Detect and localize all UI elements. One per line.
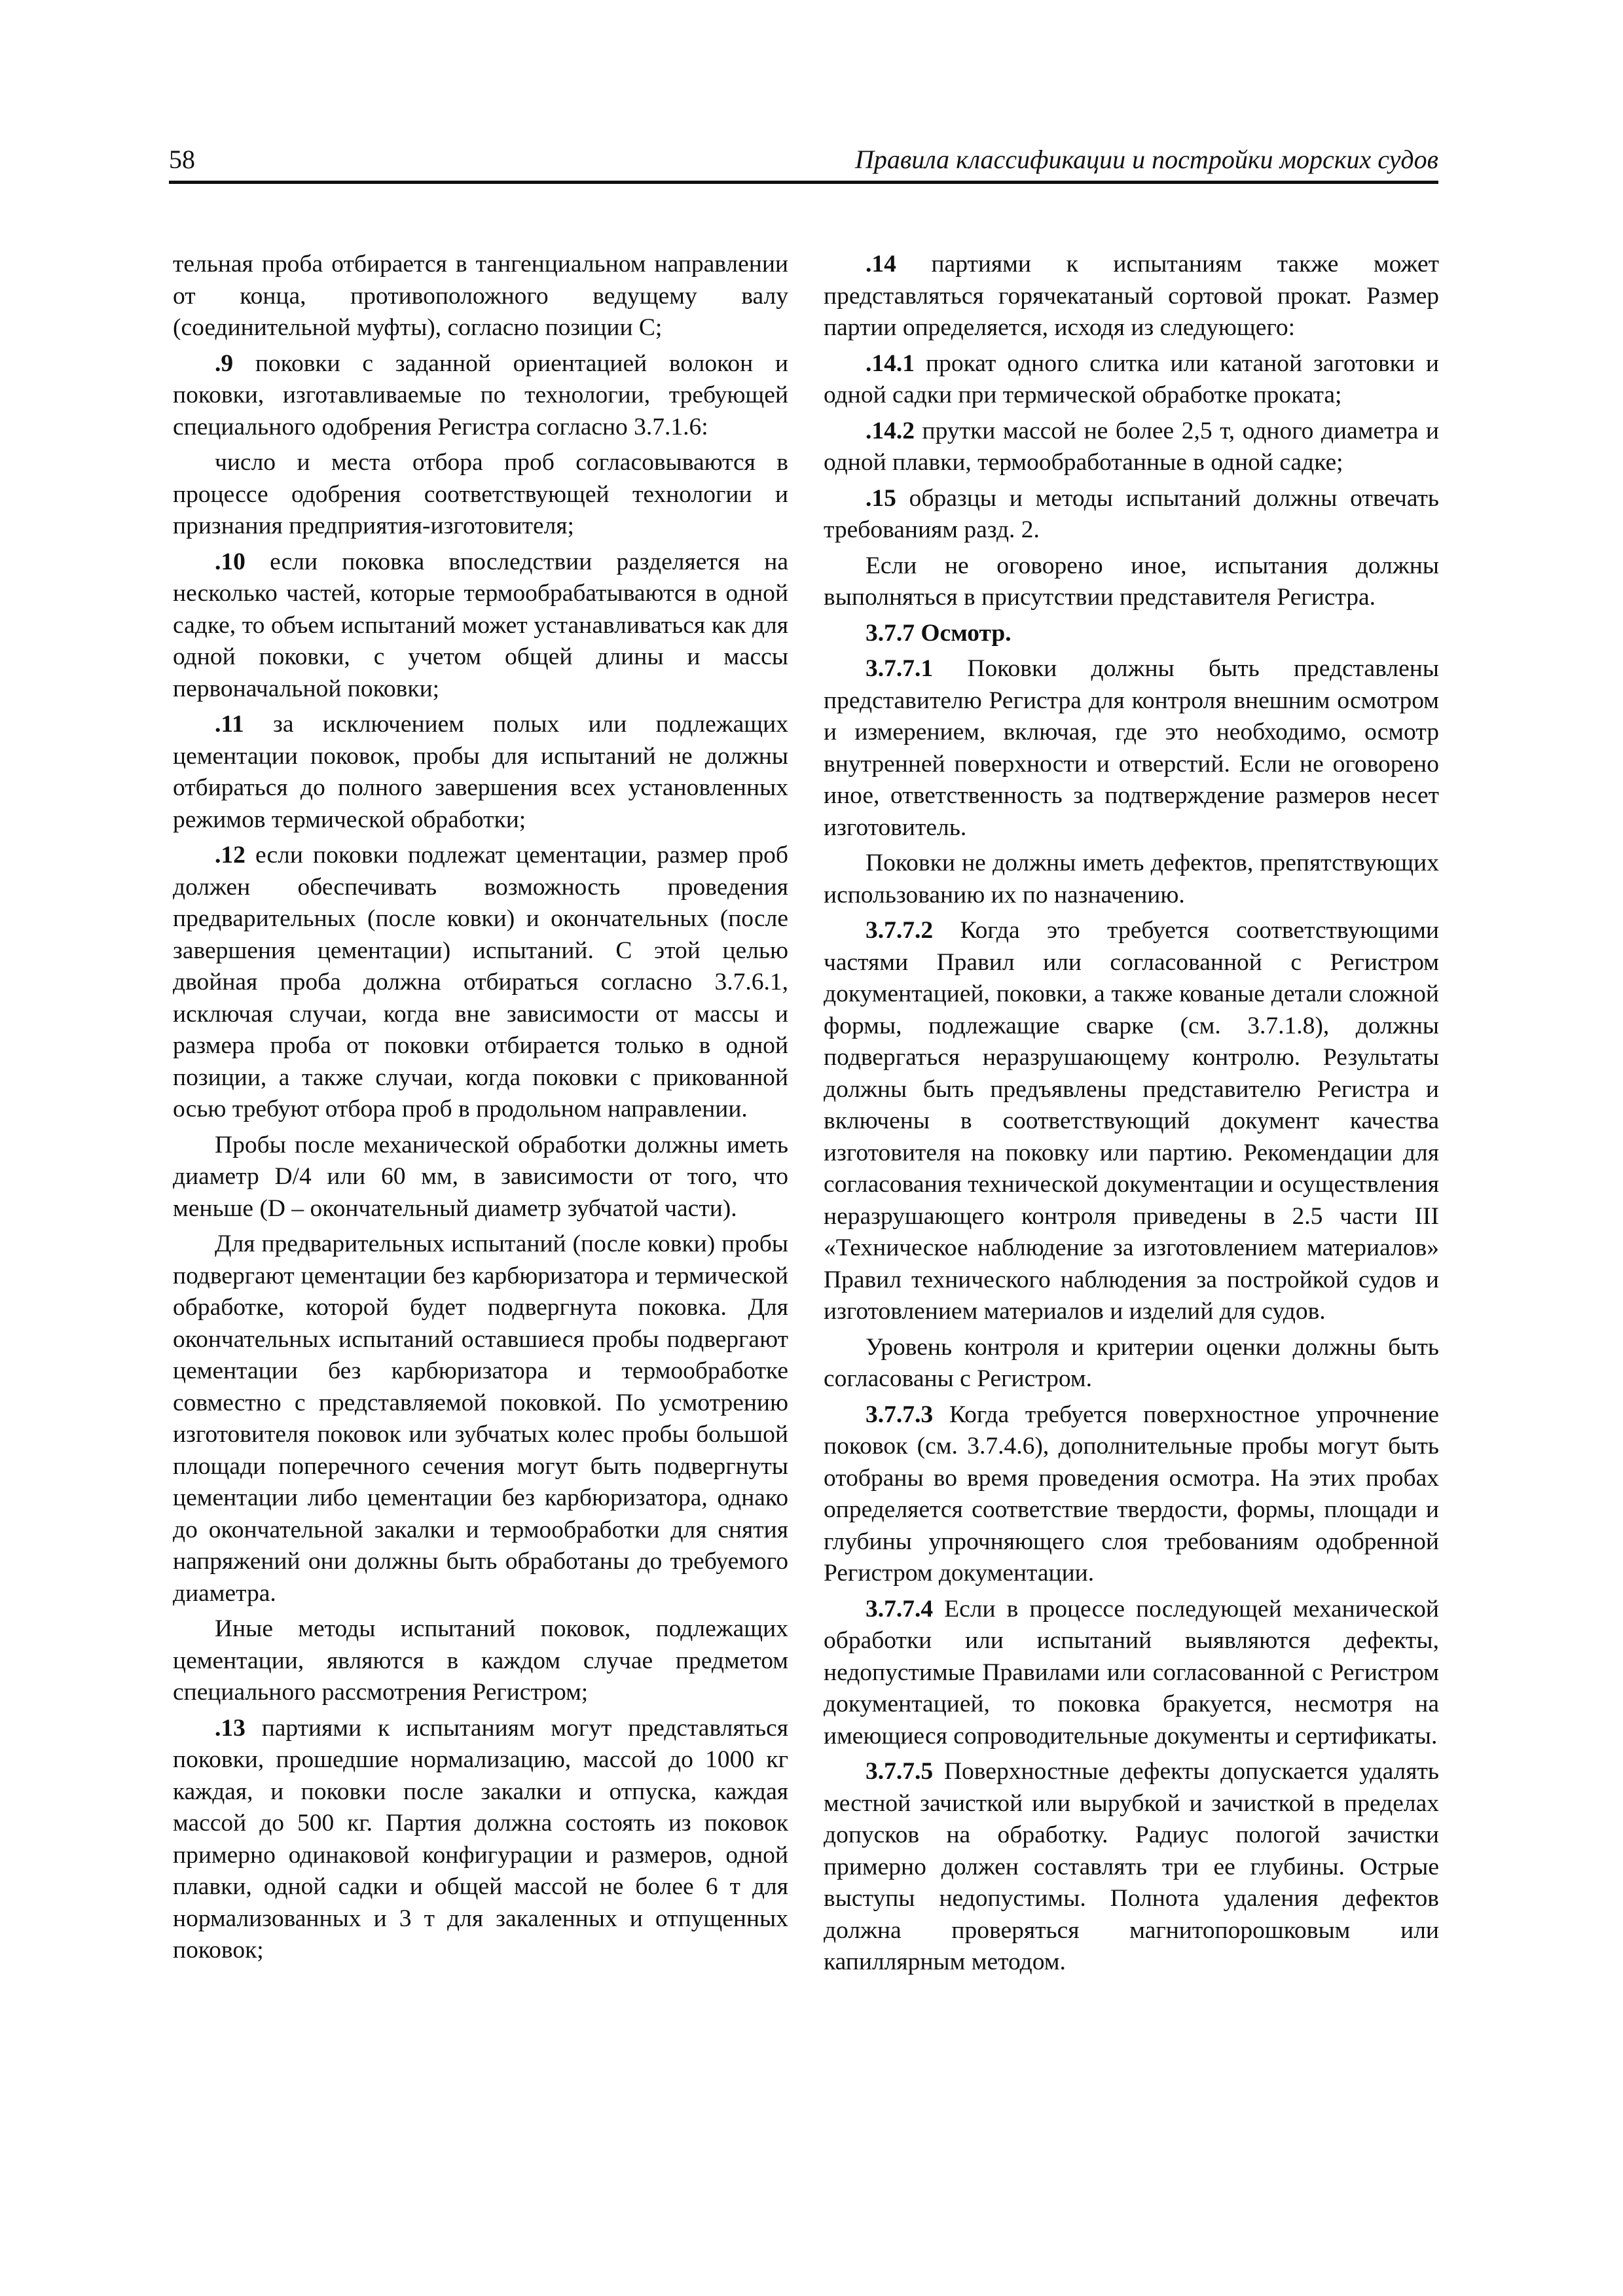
header-rule: [169, 181, 1438, 184]
item-label: .9: [215, 350, 234, 377]
clause-text: Когда это требуется соответствующими частями Правил или согласованной с Регистром документацией, поковки, а также кованые детали сложной формы, подлежащие сварке (см. 3.7.1.8), должны подвергаться неразрушающему контролю. Результаты должны быть предъявлены представителю Регистра и включены в соответствующий документ качества изготовителя на поковку или партию. Рекомендации для согласования технической документации и осуществления неразрушающего контроля приведены в 2.5 части III «Техническое наблюдение за изготовлением материалов» Правил технического наблюдения за постройкой судов и изготовлением материалов и изделий для судов.: [824, 917, 1440, 1325]
paragraph: Для предварительных испытаний (после ковки) пробы подвергают цементации без карбюризатора и термической обработке, которой будет подвергнута поковка. Для окончательных испытаний оставшиеся пробы подвергают цементации без карбюризатора и термообработке совместно с представляемой поковкой. По усмотрению изготовителя поковок или зубчатых колес пробы большой площади поперечного сечения могут быть подвергнуты цементации либо цементации без карбюризатора, однако до окончательной закалки и термообработки для снятия напряжений они должны быть обработаны до требуемого диаметра.: [173, 1230, 788, 1607]
clause-text: Если в процессе последующей механической обработки или испытаний выявляются дефекты, недопустимые Правилами или согласованной с Регистром документацией, то поковка бракуется, несмотря на имеющиеся сопроводительные документы и сертификаты.: [824, 1595, 1439, 1749]
item-text: поковки с заданной ориентацией волокон и поковки, изготавливаемые по технологии, требующей специального одобрения Регистра согласно 3.7.1.6:: [173, 350, 788, 440]
item-label: .10: [215, 548, 246, 575]
clause-text: Поковки должны быть представлены представителю Регистра для контроля внешним осмотром и измерением, включая, где это необходимо, осмотр внутренней поверхности и отверстий. Если не оговорено иное, ответственность за подтверждение размеров несет изготовитель.: [824, 655, 1439, 841]
clause-3-7-7-1: [824, 653, 1439, 844]
list-item-15: [824, 483, 1439, 547]
item-text: за исключением полых или подлежащих цементации поковок, пробы для испытаний не должны отбираться до полного завершения всех установленных режимов термической обработки;: [173, 711, 788, 833]
item-label: .15: [866, 484, 896, 512]
item-text: прокат одного слитка или катаной заготовки и одной садки при термической обработке проката;: [824, 350, 1439, 408]
clause-label: 3.7.7.1: [866, 655, 934, 682]
paragraph: Уровень контроля и критерии оценки должны быть согласованы с Регистром.: [824, 1333, 1439, 1392]
item-text: партиями к испытаниям могут представляться поковки, прошедшие нормализацию, массой до 1000 кг каждая, и поковки после закалки и отпуска, каждая массой до 500 кг. Партия должна состоять из поковок примерно одинаковой конфигурации и размеров, одной плавки, одной садки и общей массой не более 6 т для нормализованных и 3 т для закаленных и отпущенных поковок;: [173, 1714, 788, 1964]
item-label: .14: [866, 251, 896, 278]
item-label: .11: [215, 711, 244, 738]
clause-3-7-7-4: [824, 1594, 1439, 1753]
item-text: партиями к испытаниям также может представляться горячекатаный сортовой прокат. Размер партии определяется, исходя из следующего:: [824, 251, 1439, 341]
paragraph: Если не оговорено иное, испытания должны выполняться в присутствии представителя Регистра.: [824, 552, 1439, 611]
paragraph: тельная проба отбирается в тангенциальном направлении от конца, противоположного ведущему валу (соединительной муфты), согласно позиции С;: [173, 251, 788, 341]
list-item-12: [173, 840, 788, 1126]
clause-label: 3.7.7.3: [866, 1401, 934, 1428]
paragraph: Поковки не должны иметь дефектов, препятствующих использованию их по назначению.: [824, 850, 1439, 908]
list-item-13: [173, 1713, 788, 1967]
clause-3-7-7-3: [824, 1399, 1439, 1590]
list-item-14-1: [824, 348, 1439, 412]
clause-label: 3.7.7.4: [866, 1595, 934, 1623]
clause-text: Когда требуется поверхностное упрочнение поковок (см. 3.7.4.6), дополнительные пробы могут быть отобраны во время проведения осмотра. На этих пробах определяется соответствие твердости, формы, площади и глубины упрочняющего слоя требованиям одобренной Регистром документации.: [824, 1401, 1439, 1587]
list-item-11: [173, 709, 788, 836]
clause-text: Поверхностные дефекты допускается удалять местной зачисткой или вырубкой и зачисткой в пределах допусков на обработку. Радиус пологой зачистки примерно должен составлять три ее глубины. Острые выступы недопустимы. Полнота удаления дефектов должна проверяться магнитопорошковым или капиллярным методом.: [824, 1758, 1439, 1975]
left-column: [173, 249, 788, 1971]
right-column: [824, 249, 1439, 1982]
running-title: Правила классификации и постройки морских судов: [854, 145, 1438, 174]
item-text: если поковки подлежат цементации, размер проб должен обеспечивать возможность проведения предварительных (после ковки) и окончательных (после завершения цементации) испытаний. С этой целью двойная проба должна отбираться согласно 3.7.6.1, исключая случаи, когда вне зависимости от массы и размера проба от поковки отбирается только в одной позиции, а также случаи, когда поковки с прикованной осью требуют отбора проб в продольном направлении.: [173, 842, 788, 1122]
list-item-14-2: [824, 416, 1439, 479]
section-heading: 3.7.7 Осмотр.: [866, 619, 1012, 647]
list-item-9: [173, 348, 788, 444]
item-label: .13: [215, 1714, 246, 1742]
item-text: если поковка впоследствии разделяется на несколько частей, которые термообрабатываются в одной садке, то объем испытаний может устанавливаться как для одной поковки, с учетом общей длины и массы первоначальной поковки;: [173, 548, 788, 702]
clause-3-7-7-2: [824, 915, 1439, 1328]
item-label: .14.2: [866, 417, 915, 444]
item-label: .12: [215, 842, 246, 869]
item-label: .14.1: [866, 350, 915, 377]
paragraph: Пробы после механической обработки должны иметь диаметр D/4 или 60 мм, в зависимости от того, что меньше (D – окончательный диаметр зубчатой части).: [173, 1131, 788, 1222]
clause-label: 3.7.7.5: [866, 1758, 934, 1785]
page-number: 58: [169, 145, 195, 174]
paragraph: Иные методы испытаний поковок, подлежащих цементации, являются в каждом случае предметом специального рассмотрения Регистром;: [173, 1615, 788, 1706]
clause-label: 3.7.7.2: [866, 917, 934, 944]
item-text: образцы и методы испытаний должны отвечать требованиям разд. 2.: [824, 484, 1439, 543]
list-item-14: [824, 249, 1439, 344]
item-text: прутки массой не более 2,5 т, одного диаметра и одной плавки, термообработанные в одной садке;: [824, 417, 1439, 476]
list-item-10: [173, 547, 788, 706]
clause-3-7-7-5: [824, 1756, 1439, 1979]
paragraph: число и места отбора проб согласовываются в процессе одобрения соответствующей технологии и признания предприятия-изготовителя;: [173, 449, 788, 539]
